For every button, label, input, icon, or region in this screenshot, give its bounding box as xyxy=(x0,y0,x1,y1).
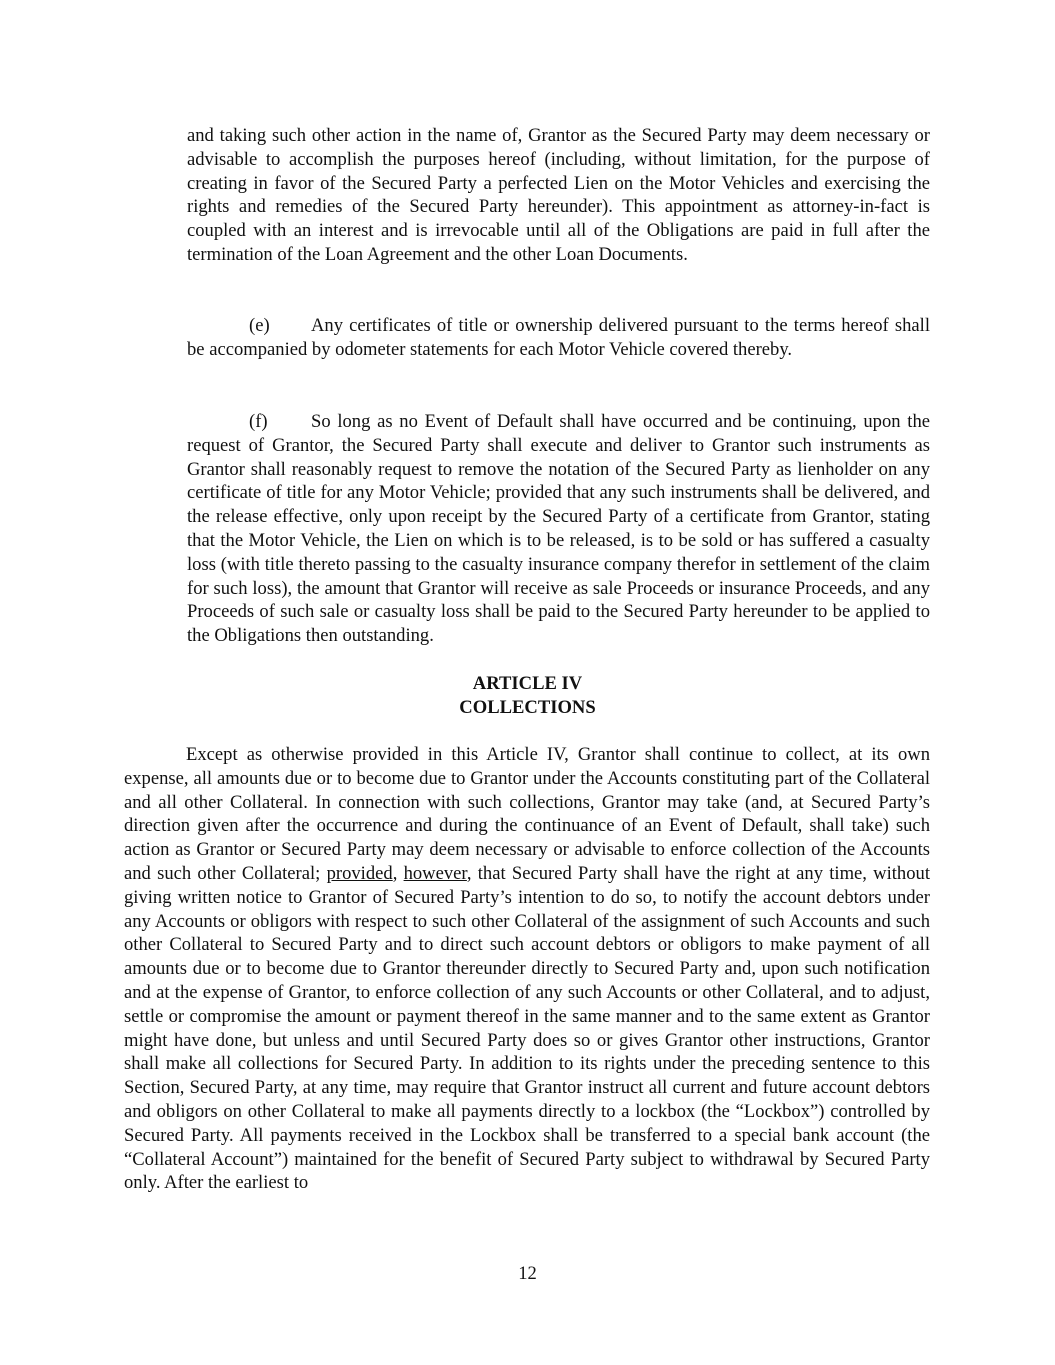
collections-comma: , xyxy=(392,862,404,884)
paragraph-e xyxy=(187,314,930,362)
paragraph-f-text: So long as no Event of Default shall have occurred and be continuing, upon the request of Grantor, the Secured Party shall execute and deliver to Grantor such instruments as Grantor shall reasonably request to remove the notation of the Secured Party as lienholder on any certificate of title for any Motor Vehicle; provided that any such instruments shall be delivered, and the release effective, only upon receipt by the Secured Party of a certificate from Grantor, stating that the Motor Vehicle, the Lien on which is to be released, is to be sold or has suffered a casualty loss (with title thereto passing to the casualty insurance company therefor in settlement of the claim for such loss), the amount that Grantor will receive as sale Proceeds or insurance Proceeds, and any Proceeds of such sale or casualty loss shall be paid to the Secured Party hereunder to be applied to the Obligations then outstanding. xyxy=(187,411,930,647)
however-term: however xyxy=(403,862,467,884)
paragraph-f-label: (f) xyxy=(249,411,268,432)
paragraph-e-label: (e) xyxy=(249,315,270,336)
page-number: 12 xyxy=(518,1263,537,1284)
collections-text-part2: , that Secured Party shall have the right at any time, without giving written notice to Grantor of Secured Party’s intention to do so, to notify the account debtors under any Accounts or obligors with respect to such other Collateral of the assignment of such Accounts and such other Collateral to Secured Party and to direct such account debtors or obligors to make payment of all amounts due or to become due to Grantor thereunder directly to Secured Party and, upon such notification and at the expense of Grantor, to enforce collection of any such Accounts or other Collateral, and to adjust, settle or compromise the amount or payment thereof in the same manner and to the same extent as Grantor might have done, but unless and until Secured Party does so or gives Grantor other instructions, Grantor shall make all collections for Secured Party. In addition to its rights under the preceding sentence to this Section, Secured Party, at any time, may require that Grantor instruct all current and future account debtors and obligors on other Collateral to make all payments directly to a lockbox (the “Lockbox”) controlled by Secured Party. All payments received in the Lockbox shall be transferred to a special bank account (the “Collateral Account”) maintained for the benefit of Secured Party subject to withdrawal by Secured Party only. After the earliest to xyxy=(124,862,930,1194)
article-title-heading: COLLECTIONS xyxy=(459,697,596,718)
paragraph-collections xyxy=(124,743,930,1195)
provided-term: provided xyxy=(326,862,393,884)
article-number-heading: ARTICLE IV xyxy=(472,673,583,694)
paragraph-e-text: Any certificates of title or ownership delivered pursuant to the terms hereof shall be accompanied by odometer statements for each Motor Vehicle covered thereby. xyxy=(187,315,930,360)
paragraph-f xyxy=(187,410,930,648)
paragraph-continued: and taking such other action in the name of, Grantor as the Secured Party may deem necessary or advisable to accomplish the purposes hereof (including, without limitation, for the purpose of creating in favor of the Secured Party a perfected Lien on the Motor Vehicles and exercising the rights and remedies of the Secured Party hereunder). This appointment as attorney-in-fact is coupled with an interest and is irrevocable until all of the Obligations are paid in full after the termination of the Loan Agreement and the other Loan Documents. xyxy=(187,125,930,265)
collections-text-part1: Except as otherwise provided in this Article IV, Grantor shall continue to collect, at its own expense, all amounts due or to become due to Grantor under the Accounts constituting part of the Collateral and all other Collateral. In connection with such collections, Grantor may take (and, at Secured Party’s direction given after the occurrence and during the continuance of an Event of Default, shall take) such action as Grantor or Secured Party may deem necessary or advisable to enforce collection of the Accounts and such other Collateral; xyxy=(124,744,930,884)
